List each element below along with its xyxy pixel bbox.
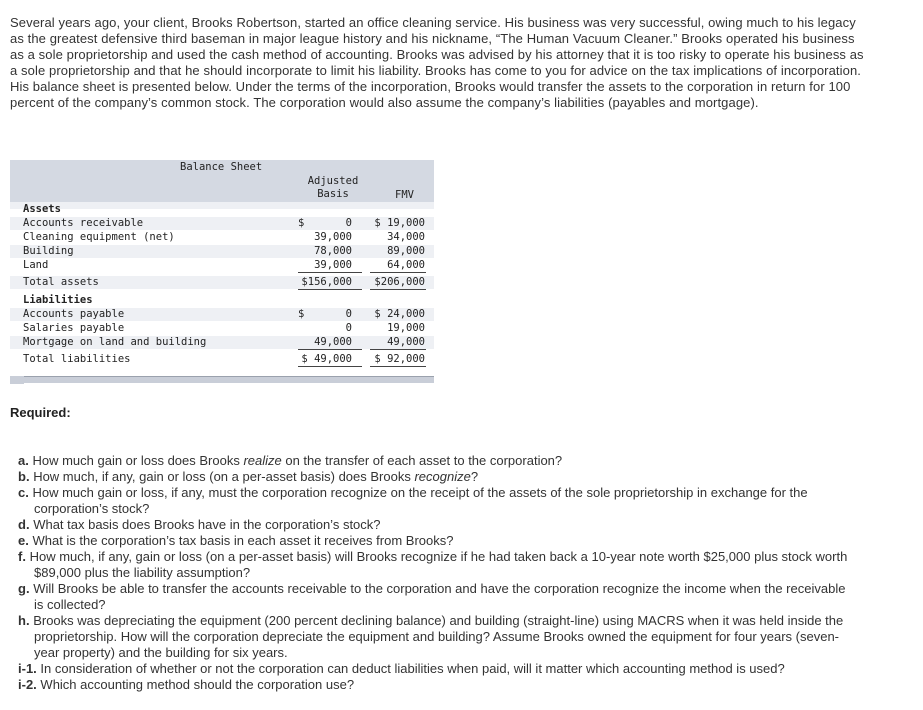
total-rule — [370, 366, 426, 367]
total-rule — [370, 289, 426, 290]
question-key: i-2. — [18, 677, 37, 692]
fmv-value: 64,000 — [387, 259, 425, 271]
adjusted-basis-value: 0 — [345, 308, 352, 320]
fmv-total: $206,000 — [374, 276, 425, 288]
question-text: on the transfer of each asset to the corporation? — [281, 453, 563, 468]
dollar-sign: $ — [298, 217, 305, 229]
question-key: i-1. — [18, 661, 37, 676]
fmv-value: $ 19,000 — [374, 217, 425, 229]
question-text: What tax basis does Brooks have in the corporation’s stock? — [33, 517, 381, 532]
question-text: In consideration of whether or not the corporation can deduct liabilities when paid, will it matter which accounting method is used? — [40, 661, 785, 676]
question-text: ? — [470, 469, 479, 484]
question-text: Will Brooks be able to transfer the accounts receivable to the corporation and have the corporation recognize the income when the receivable is collected? — [33, 581, 846, 612]
question-text: How much, if any, gain or loss (on a per-asset basis) will Brooks recognize if he had taken back a 10-year note worth $25,000 plus stock worth $89,000 plus the liability assumption? — [29, 549, 848, 580]
question-a — [18, 453, 858, 469]
fmv-total: $ 92,000 — [374, 353, 425, 365]
question-emphasis: recognize — [414, 469, 471, 484]
liabilities-heading: Liabilities — [23, 294, 93, 306]
table-row — [10, 259, 434, 272]
question-d — [18, 517, 858, 533]
question-key: b. — [18, 469, 30, 484]
row-label: Accounts receivable — [23, 217, 144, 229]
total-assets-row — [10, 276, 434, 289]
table-footer-band — [24, 376, 434, 383]
row-label: Salaries payable — [23, 322, 125, 334]
question-key: g. — [18, 581, 30, 596]
fmv-value: $ 24,000 — [374, 308, 425, 320]
adjusted-basis-value: 39,000 — [314, 231, 352, 243]
table-row — [10, 322, 434, 335]
adjusted-basis-total: $156,000 — [301, 276, 352, 288]
question-key: a. — [18, 453, 29, 468]
row-label: Total liabilities — [23, 353, 131, 365]
row-label: Total assets — [23, 276, 99, 288]
table-footer-edge — [10, 376, 24, 384]
question-text: How much, if any, gain or loss (on a per-asset basis) does Brooks — [33, 469, 415, 484]
table-row — [10, 231, 434, 244]
question-key: e. — [18, 533, 29, 548]
question-b — [18, 469, 858, 485]
dollar-sign: $ — [298, 308, 305, 320]
question-emphasis: realize — [243, 453, 282, 468]
fmv-header: FMV — [395, 189, 414, 201]
question-key: d. — [18, 517, 30, 532]
adjusted-basis-value: 0 — [345, 322, 352, 334]
adjusted-header-line1: Adjusted — [307, 175, 359, 187]
problem-intro — [10, 15, 870, 111]
question-text: How much gain or loss does Brooks — [32, 453, 244, 468]
question-f — [18, 549, 858, 581]
balance-sheet-table — [10, 160, 434, 384]
row-label: Cleaning equipment (net) — [23, 231, 175, 243]
table-row — [10, 217, 434, 230]
question-key: c. — [18, 485, 29, 500]
table-row — [10, 308, 434, 321]
row-label: Mortgage on land and building — [23, 336, 207, 348]
adjusted-basis-header — [306, 175, 360, 201]
question-g — [18, 581, 858, 613]
adjusted-basis-value: 49,000 — [314, 336, 352, 348]
adjusted-basis-value: 0 — [345, 217, 352, 229]
table-row — [10, 245, 434, 258]
question-key: h. — [18, 613, 30, 628]
row-label: Accounts payable — [23, 308, 125, 320]
fmv-value: 49,000 — [387, 336, 425, 348]
question-e — [18, 533, 858, 549]
liabilities-heading-row — [10, 294, 434, 307]
question-text: How much gain or loss, if any, must the corporation recognize on the receipt of the assets of the sole proprietorship in exchange for the corporation’s stock? — [32, 485, 808, 516]
balance-sheet-title: Balance Sheet — [180, 161, 263, 173]
row-label: Building — [23, 245, 74, 257]
question-h — [18, 613, 858, 661]
row-label: Land — [23, 259, 49, 271]
adjusted-basis-value: 78,000 — [314, 245, 352, 257]
subtotal-rule — [370, 272, 426, 273]
question-text: Which accounting method should the corporation use? — [40, 677, 355, 692]
adjusted-header-line2: Basis — [317, 188, 349, 200]
question-c — [18, 485, 858, 517]
question-key: f. — [18, 549, 26, 564]
total-liabilities-row — [10, 353, 434, 366]
adjusted-basis-total: $ 49,000 — [301, 353, 352, 365]
question-i1 — [18, 661, 858, 677]
total-rule — [298, 289, 362, 290]
fmv-value: 89,000 — [387, 245, 425, 257]
question-i2 — [18, 677, 858, 693]
total-rule — [298, 366, 362, 367]
assets-heading-row — [10, 203, 434, 216]
subtotal-rule — [370, 349, 426, 350]
subtotal-rule — [298, 349, 362, 350]
subtotal-rule — [298, 272, 362, 273]
assets-heading: Assets — [23, 203, 61, 215]
intro-paragraph: Several years ago, your client, Brooks Robertson, started an office cleaning service. His business was very successful, owing much to his legacy as the greatest defensive third baseman in major league history and his nickname, “The Human Vacuum Cleaner.” Brooks operated his business as a sole proprietorship and used the cash method of accounting. Brooks was advised by his attorney that it is too risky to operate his business as a sole proprietorship and that he should incorporate to limit his liability. Brooks has come to you for advice on the tax implications of incorporation. His balance sheet is presented below. Under the terms of the incorporation, Brooks would transfer the assets to the corporation in return for 100 percent of the company’s common stock. The corporation would also assume the company’s liabilities (payables and mortgage). — [10, 15, 864, 110]
question-text: What is the corporation’s tax basis in each asset it receives from Brooks? — [32, 533, 454, 548]
table-row — [10, 336, 434, 349]
adjusted-basis-value: 39,000 — [314, 259, 352, 271]
fmv-value: 34,000 — [387, 231, 425, 243]
required-heading: Required: — [10, 405, 71, 420]
question-text: Brooks was depreciating the equipment (200 percent declining balance) and building (straight-line) using MACRS when it was held inside the proprietorship. How will the corporation depreciate the equipment and building? Assume Brooks owned the equipment for four years (seven-year property) and the building for six years. — [33, 613, 844, 660]
fmv-value: 19,000 — [387, 322, 425, 334]
question-list — [18, 453, 858, 693]
